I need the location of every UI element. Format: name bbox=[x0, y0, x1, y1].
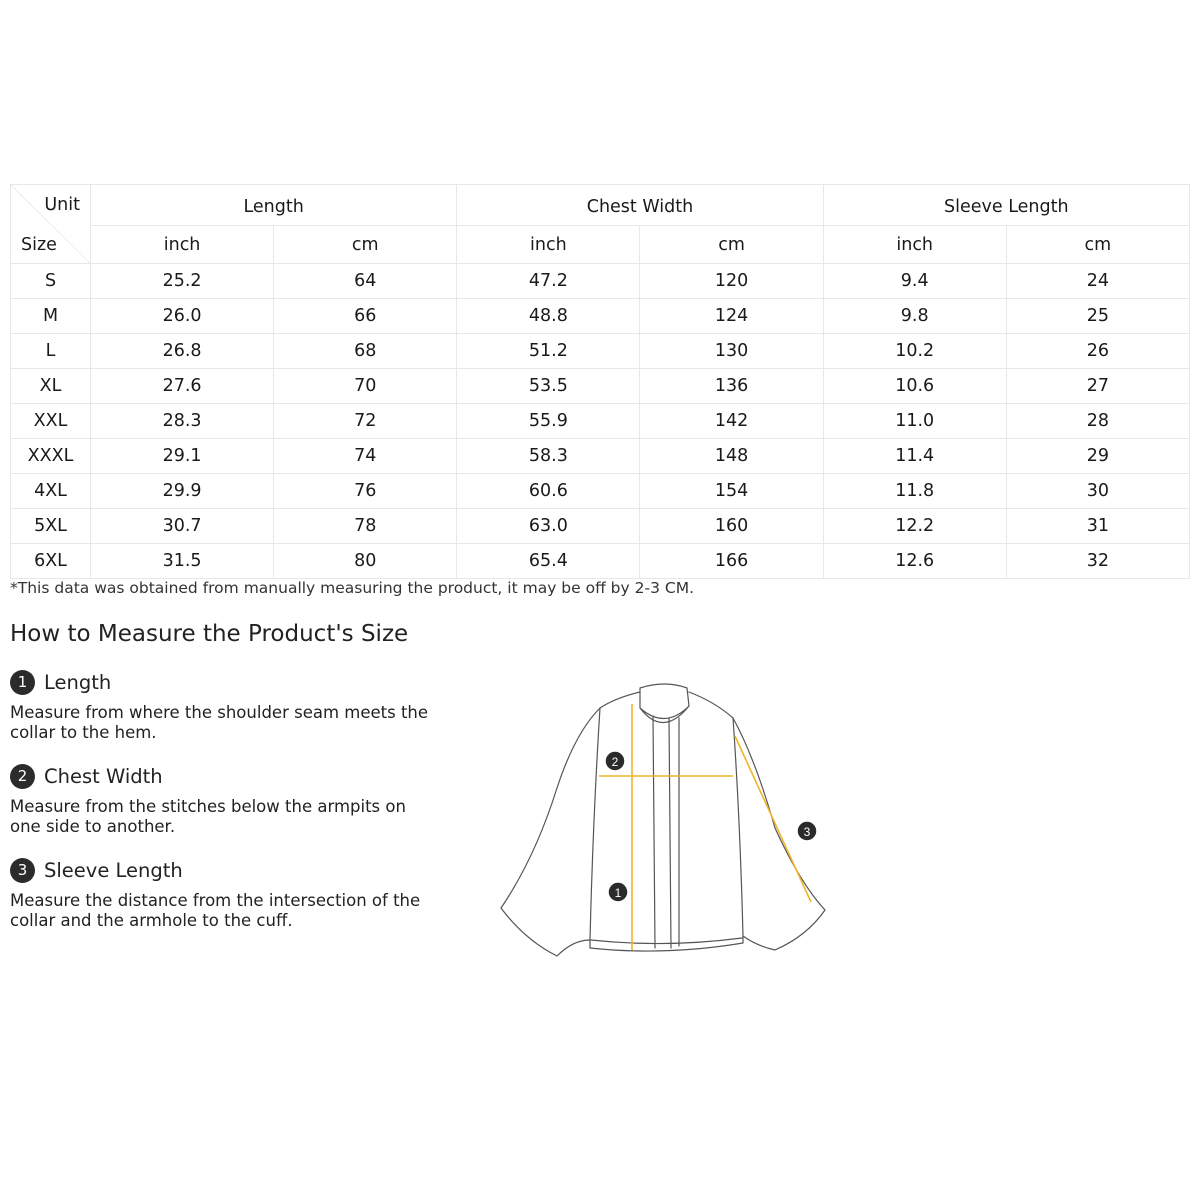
size-cell: S bbox=[11, 264, 91, 299]
value-cell: 27 bbox=[1006, 369, 1189, 404]
sleeve-measure-line bbox=[735, 736, 811, 902]
value-cell: 64 bbox=[274, 264, 457, 299]
unit-header: cm bbox=[640, 226, 823, 264]
value-cell: 12.6 bbox=[823, 544, 1006, 579]
table-row bbox=[11, 334, 1190, 369]
value-cell: 60.6 bbox=[457, 474, 640, 509]
unit-header: cm bbox=[1006, 226, 1189, 264]
value-cell: 10.2 bbox=[823, 334, 1006, 369]
value-cell: 142 bbox=[640, 404, 823, 439]
size-chart-table bbox=[10, 184, 1190, 579]
table-row bbox=[11, 264, 1190, 299]
chest-width-header: Chest Width bbox=[457, 185, 823, 226]
marker-label: 1 bbox=[614, 886, 622, 900]
value-cell: 12.2 bbox=[823, 509, 1006, 544]
size-cell: 5XL bbox=[11, 509, 91, 544]
value-cell: 130 bbox=[640, 334, 823, 369]
step-title: Chest Width bbox=[44, 764, 163, 788]
table-group-header-row bbox=[11, 185, 1190, 226]
value-cell: 26 bbox=[1006, 334, 1189, 369]
value-cell: 11.4 bbox=[823, 439, 1006, 474]
howto-title: How to Measure the Product's Size bbox=[10, 621, 409, 647]
value-cell: 66 bbox=[274, 299, 457, 334]
value-cell: 136 bbox=[640, 369, 823, 404]
size-cell: 4XL bbox=[11, 474, 91, 509]
marker-2 bbox=[605, 751, 625, 771]
value-cell: 51.2 bbox=[457, 334, 640, 369]
value-cell: 25 bbox=[1006, 299, 1189, 334]
step-chest-width bbox=[10, 762, 430, 837]
step-header bbox=[10, 762, 430, 790]
value-cell: 26.8 bbox=[91, 334, 274, 369]
value-cell: 76 bbox=[274, 474, 457, 509]
value-cell: 58.3 bbox=[457, 439, 640, 474]
value-cell: 48.8 bbox=[457, 299, 640, 334]
table-row bbox=[11, 544, 1190, 579]
value-cell: 78 bbox=[274, 509, 457, 544]
value-cell: 166 bbox=[640, 544, 823, 579]
value-cell: 25.2 bbox=[91, 264, 274, 299]
size-cell: M bbox=[11, 299, 91, 334]
value-cell: 120 bbox=[640, 264, 823, 299]
table-row bbox=[11, 439, 1190, 474]
value-cell: 10.6 bbox=[823, 369, 1006, 404]
value-cell: 68 bbox=[274, 334, 457, 369]
value-cell: 27.6 bbox=[91, 369, 274, 404]
value-cell: 9.4 bbox=[823, 264, 1006, 299]
step-description: Measure from where the shoulder seam meets the collar to the hem. bbox=[10, 703, 429, 742]
value-cell: 9.8 bbox=[823, 299, 1006, 334]
value-cell: 29.1 bbox=[91, 439, 274, 474]
step-header bbox=[10, 856, 430, 884]
value-cell: 26.0 bbox=[91, 299, 274, 334]
table-row bbox=[11, 369, 1190, 404]
step-title: Sleeve Length bbox=[44, 858, 183, 882]
value-cell: 160 bbox=[640, 509, 823, 544]
table-unit-header-row bbox=[11, 226, 1190, 264]
value-cell: 80 bbox=[274, 544, 457, 579]
step-sleeve-length bbox=[10, 856, 430, 931]
value-cell: 31 bbox=[1006, 509, 1189, 544]
value-cell: 74 bbox=[274, 439, 457, 474]
unit-label: Unit bbox=[44, 195, 80, 215]
unit-header: inch bbox=[457, 226, 640, 264]
size-label: Size bbox=[21, 235, 57, 255]
marker-3 bbox=[797, 821, 817, 841]
value-cell: 53.5 bbox=[457, 369, 640, 404]
value-cell: 28.3 bbox=[91, 404, 274, 439]
value-cell: 11.0 bbox=[823, 404, 1006, 439]
table-corner-cell bbox=[11, 185, 91, 264]
value-cell: 24 bbox=[1006, 264, 1189, 299]
value-cell: 31.5 bbox=[91, 544, 274, 579]
jacket-measurement-diagram bbox=[495, 678, 835, 968]
value-cell: 28 bbox=[1006, 404, 1189, 439]
step-description: Measure from the stitches below the armpits on one side to another. bbox=[10, 797, 406, 836]
value-cell: 29.9 bbox=[91, 474, 274, 509]
step-number-badge: 1 bbox=[10, 670, 35, 695]
size-cell: XL bbox=[11, 369, 91, 404]
table-body bbox=[11, 264, 1190, 579]
unit-header: inch bbox=[823, 226, 1006, 264]
value-cell: 55.9 bbox=[457, 404, 640, 439]
value-cell: 47.2 bbox=[457, 264, 640, 299]
value-cell: 30 bbox=[1006, 474, 1189, 509]
measure-lines bbox=[599, 704, 811, 950]
value-cell: 11.8 bbox=[823, 474, 1006, 509]
marker-label: 2 bbox=[611, 755, 619, 769]
step-number-badge: 3 bbox=[10, 858, 35, 883]
unit-header: cm bbox=[274, 226, 457, 264]
value-cell: 154 bbox=[640, 474, 823, 509]
step-header bbox=[10, 668, 430, 696]
table-row bbox=[11, 509, 1190, 544]
size-cell: XXXL bbox=[11, 439, 91, 474]
unit-header: inch bbox=[91, 226, 274, 264]
length-header: Length bbox=[91, 185, 457, 226]
value-cell: 65.4 bbox=[457, 544, 640, 579]
value-cell: 29 bbox=[1006, 439, 1189, 474]
value-cell: 30.7 bbox=[91, 509, 274, 544]
table-row bbox=[11, 404, 1190, 439]
measurement-note: *This data was obtained from manually measuring the product, it may be off by 2-3 CM. bbox=[10, 579, 694, 597]
step-title: Length bbox=[44, 670, 112, 694]
table-row bbox=[11, 474, 1190, 509]
jacket-outline bbox=[501, 684, 825, 956]
value-cell: 32 bbox=[1006, 544, 1189, 579]
table-row bbox=[11, 299, 1190, 334]
step-number-badge: 2 bbox=[10, 764, 35, 789]
value-cell: 72 bbox=[274, 404, 457, 439]
value-cell: 148 bbox=[640, 439, 823, 474]
value-cell: 124 bbox=[640, 299, 823, 334]
step-description: Measure the distance from the intersection of the collar and the armhole to the cuff. bbox=[10, 891, 421, 930]
size-cell: L bbox=[11, 334, 91, 369]
size-cell: XXL bbox=[11, 404, 91, 439]
size-cell: 6XL bbox=[11, 544, 91, 579]
step-length bbox=[10, 668, 430, 743]
value-cell: 63.0 bbox=[457, 509, 640, 544]
marker-1 bbox=[608, 882, 628, 902]
marker-label: 3 bbox=[803, 825, 811, 839]
sleeve-length-header: Sleeve Length bbox=[823, 185, 1189, 226]
value-cell: 70 bbox=[274, 369, 457, 404]
